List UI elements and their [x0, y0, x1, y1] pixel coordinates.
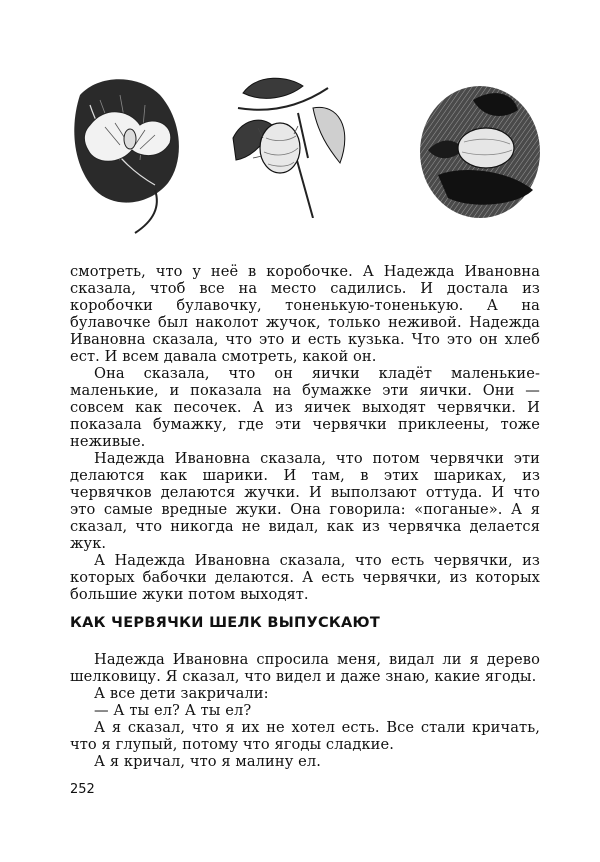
- paragraph: смотреть, что у неё в коробочке. А Надежда Ивановна сказала, чтоб все на место садились. И достала из коробочки булавочку, тоненькую-тоненькую. А на булавочке был наколот жучок, только неживой. Надежда Ивановна сказала, что это и есть кузька. Что это он хлеб ест. И всем давала смотреть, какой он.: [70, 263, 540, 365]
- paragraph: Надежда Ивановна спросила меня, видал ли я дерево шелковицу. Я сказал, что видел и даже знаю, какие ягоды.: [70, 651, 540, 685]
- paragraph: Надежда Ивановна сказала, что потом червячки эти делаются как шарики. И там, в этих шариках, из червячков делаются жучки. И выползают оттуда. И что это самые вредные жуки. Она говорила: «поганые». А я сказал, что никогда не видал, как из червячка делается жук.: [70, 450, 540, 552]
- paragraph: — А ты ел? А ты ел?: [94, 702, 252, 719]
- paragraph: А все дети закричали:: [94, 685, 269, 702]
- silk-cocoon-closeup-illustration: [418, 80, 543, 220]
- top-leaf: [243, 78, 303, 98]
- cocoon-on-branch-illustration: [228, 68, 358, 218]
- story-text-before-heading: [70, 263, 540, 603]
- cocoon-body: [260, 123, 300, 173]
- story-text-after-heading: [70, 651, 540, 770]
- page-number: 252: [70, 782, 95, 797]
- paragraph: А я сказал, что я их не хотел есть. Все стали кричать, что я глупый, потому что ягоды сладкие.: [70, 719, 540, 753]
- section-heading: КАК ЧЕРВЯЧКИ ШЕЛК ВЫПУСКАЮТ: [70, 615, 381, 631]
- paragraph: Она сказала, что он яички кладёт маленькие-маленькие, и показала на бумажке эти яички. Они — совсем как песочек. А из яичек выходят червячки. И показала бумажку, где эти червячки приклеены, тоже неживые.: [70, 365, 540, 450]
- silk-moth-on-leaf-illustration: [60, 65, 190, 240]
- right-leaf: [313, 107, 345, 163]
- paragraph: А я кричал, что я малину ел.: [94, 753, 321, 770]
- cocoon: [458, 128, 514, 168]
- moth-body: [124, 129, 136, 149]
- paragraph: А Надежда Ивановна сказала, что есть червячки, из которых бабочки делаются. А есть червячки, из которых большие жуки потом выходят.: [70, 552, 540, 603]
